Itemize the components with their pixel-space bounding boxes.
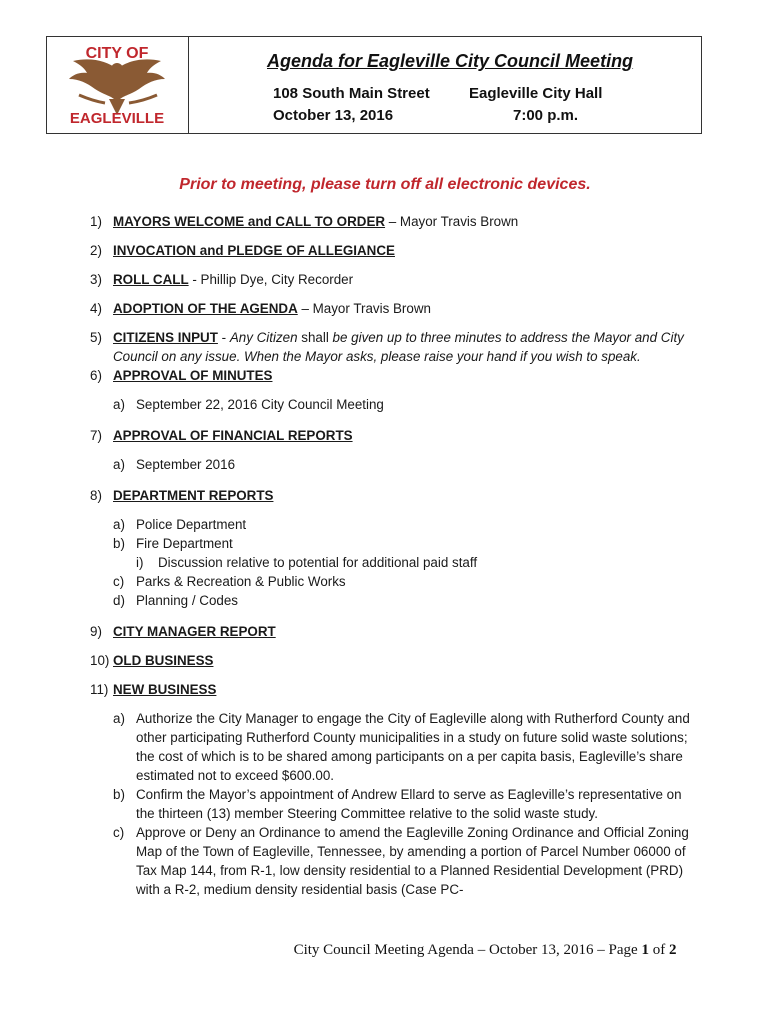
agenda-subitem: [90, 709, 690, 785]
page-footer: [0, 942, 770, 959]
logo-eagleville-text: EAGLEVILLE: [69, 110, 165, 127]
item-number: 3): [90, 272, 102, 287]
agenda-subitem: [90, 395, 690, 414]
agenda-item-8: [90, 486, 690, 505]
item-number: 10): [90, 653, 110, 668]
item-detail: - Phillip Dye, City Recorder: [188, 272, 354, 287]
item-heading: CITY MANAGER REPORT: [113, 624, 276, 639]
item-heading: CITIZENS INPUT: [113, 330, 218, 345]
meeting-time: 7:00 p.m.: [513, 107, 579, 124]
subitem-label: c): [113, 825, 125, 840]
subitem-text: Fire Department: [136, 536, 233, 551]
agenda-subitem: [90, 572, 690, 591]
subsubitem-label: i): [136, 555, 144, 570]
agenda-list: [90, 212, 690, 899]
item-heading: INVOCATION and PLEDGE OF ALLEGIANCE: [113, 243, 395, 258]
item-number: 11): [90, 682, 109, 697]
header-divider: [188, 37, 189, 133]
footer-text: City Council Meeting Agenda – October 13, 2016 – Page: [293, 942, 642, 958]
item-heading: APPROVAL OF FINANCIAL REPORTS: [113, 428, 353, 443]
city-seal-logo: [49, 39, 185, 131]
item-number: 4): [90, 301, 102, 316]
footer-page-total: 2: [668, 942, 677, 958]
agenda-item-11: [90, 680, 690, 699]
agenda-subitem: [90, 591, 690, 610]
item-number: 8): [90, 488, 102, 503]
page-title: Agenda for Eagleville City Council Meeting: [267, 51, 634, 71]
agenda-item-2: [90, 241, 690, 260]
subitem-label: b): [113, 787, 125, 802]
item-heading: ADOPTION OF THE AGENDA: [113, 301, 298, 316]
subsubitem-text: Discussion relative to potential for additional paid staff: [158, 555, 478, 570]
subitem-text: Confirm the Mayor’s appointment of Andrew Ellard to serve as Eagleville’s representative on the thirteen (13) member Steering Committee relative to the solid waste study.: [136, 787, 682, 821]
footer-page-number: 1: [641, 942, 649, 958]
footer-of: of: [648, 942, 669, 958]
subitem-text: Approve or Deny an Ordinance to amend the Eagleville Zoning Ordinance and Official Zoning Map of the Town of Eagleville, Tennessee, by amending a portion of Parcel Number 06000 of Tax Map 144, from R-1, low density residential to a Planned Residential Development (PRD) with a R-2, medium density residential basis (Case PC-: [136, 825, 689, 897]
item-number: 2): [90, 243, 102, 258]
subitem-label: a): [113, 517, 125, 532]
logo-city-of-text: CITY OF: [85, 45, 149, 62]
subitem-label: a): [113, 711, 125, 726]
header-box: [46, 36, 702, 134]
item-number: 5): [90, 330, 102, 345]
item-number: 6): [90, 368, 102, 383]
item-detail: Any Citizen: [229, 330, 298, 345]
item-heading: DEPARTMENT REPORTS: [113, 488, 274, 503]
item-detail: shall: [297, 330, 333, 345]
item-heading: NEW BUSINESS: [113, 682, 217, 697]
item-heading: APPROVAL OF MINUTES: [113, 368, 273, 383]
agenda-subitem: [90, 823, 690, 899]
meeting-address: 108 South Main Street: [273, 85, 430, 102]
agenda-item-3: [90, 270, 690, 289]
agenda-subitem: [90, 785, 690, 823]
agenda-subitem: [90, 534, 690, 553]
item-number: 1): [90, 214, 102, 229]
item-detail: be given up to three minutes to address the Mayor and City Council on any issue. When the Mayor asks, please raise your hand if you wish to speak.: [113, 330, 684, 364]
agenda-item-9: [90, 622, 690, 641]
item-heading: MAYORS WELCOME and CALL TO ORDER: [113, 214, 386, 229]
agenda-item-10: [90, 651, 690, 670]
subitem-text: September 22, 2016 City Council Meeting: [136, 397, 384, 412]
subitem-label: a): [113, 457, 125, 472]
agenda-item-4: [90, 299, 690, 318]
item-number: 9): [90, 624, 102, 639]
electronic-devices-notice: Prior to meeting, please turn off all electronic devices.: [179, 176, 591, 193]
item-detail: – Mayor Travis Brown: [385, 214, 519, 229]
subitem-label: c): [113, 574, 125, 589]
item-separator: -: [217, 330, 230, 345]
item-number: 7): [90, 428, 102, 443]
agenda-item-7: [90, 426, 690, 445]
subitem-text: Authorize the City Manager to engage the City of Eagleville along with Rutherford County and other participating Rutherford County municipalities in a study on future solid waste solutions; the cost of which is to be shared among participants on a per capita basis, Eagleville’s share estimated not to exceed $600.00.: [136, 711, 690, 783]
subitem-label: b): [113, 536, 125, 551]
item-heading: ROLL CALL: [113, 272, 189, 287]
meeting-date: October 13, 2016: [273, 107, 394, 124]
agenda-item-1: [90, 212, 690, 231]
agenda-subsubitem: [90, 553, 690, 572]
agenda-subitem: [90, 515, 690, 534]
item-detail: – Mayor Travis Brown: [297, 301, 431, 316]
agenda-subitem: [90, 455, 690, 474]
subitem-text: Planning / Codes: [136, 593, 238, 608]
subitem-text: Police Department: [136, 517, 247, 532]
agenda-item-6: [90, 366, 690, 385]
agenda-item-5: [90, 328, 690, 366]
meeting-venue: Eagleville City Hall: [469, 85, 603, 102]
subitem-text: Parks & Recreation & Public Works: [136, 574, 346, 589]
subitem-label: a): [113, 397, 125, 412]
item-heading: OLD BUSINESS: [113, 653, 214, 668]
subitem-text: September 2016: [136, 457, 236, 472]
subitem-label: d): [113, 593, 125, 608]
